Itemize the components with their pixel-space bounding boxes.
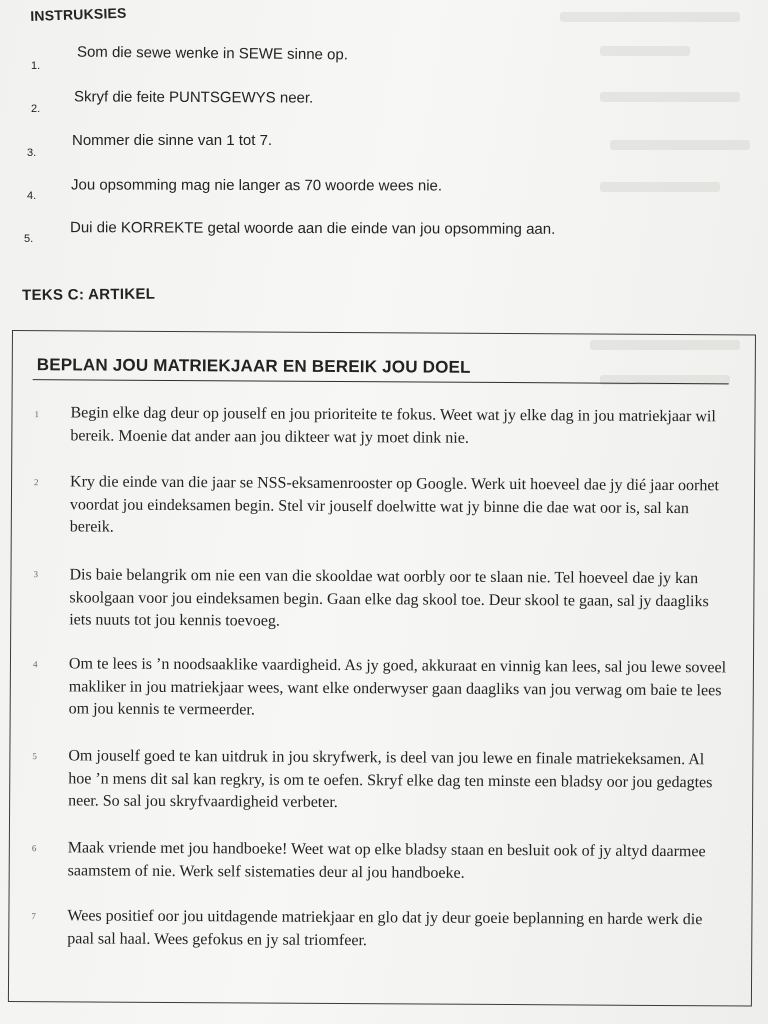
- title-underline: [33, 379, 729, 384]
- paragraph-number: 5: [32, 751, 37, 762]
- paragraph-number: 1: [34, 409, 40, 420]
- instruction-number: 5.: [24, 233, 34, 245]
- paragraph-text: Om jouself goed te kan uitdruk in jou skryfwerk, is deel van jou lewe en finale matriekeksamen. Al hoe ’n mens dit sal kan regkry, is om te oefen. Skryf elke dag ten minste een bladsy oor jou gedagtes neer. So sal jou skryfvaardigheid verbeter.: [68, 747, 713, 811]
- paragraph-number: 3: [33, 569, 39, 580]
- paragraph-number: 6: [31, 843, 37, 854]
- paragraph-text: Kry die einde van die jaar se NSS-eksamenrooster op Google. Werk uit hoeveel dae jy dié jaar oorhet voordat jou eindeksamen begin. Stel vir jouself doelwitte wat jy binne die dae wat oor is, sal kan bereik.: [69, 473, 719, 536]
- paragraph-text: Om te lees is ’n noodsaaklike vaardigheid. As jy goed, akkuraat en vinnig kan lees, sal jou lewe soveel makliker in jou matriekjaar wees, want elke onderwyser gaan daagliks van jou verwag om baie te lees om jou kennis te vermeerder.: [68, 655, 727, 719]
- section-label: TEKS C: ARTIKEL: [22, 285, 156, 304]
- instruction-text: Dui die KORREKTE getal woorde aan die einde van jou opsomming aan.: [69, 219, 556, 238]
- instruction-number: 1.: [31, 60, 41, 72]
- instruction-text: Nommer die sinne van 1 tot 7.: [72, 132, 273, 149]
- paragraph-text: Dis baie belangrik om nie een van die skooldae wat oorbly oor te slaan nie. Tel hoeveel dae jy kan skoolgaan voor jou eindeksamen begin. Gaan elke dag skool toe. Deur skool te gaan, sal jy daagliks iets nuuts tot jou kennis toevoeg.: [69, 566, 709, 630]
- paragraph-number: 2: [34, 477, 39, 488]
- instruction-text: Skryf die feite PUNTSGEWYS neer.: [73, 88, 314, 107]
- paragraph-text: Wees positief oor jou uitdagende matriekjaar en glo dat jy deur goeie beplanning en harde werk die paal sal haal. Wees gefokus en jy sal triomfeer.: [67, 907, 703, 949]
- instruction-number: 3.: [27, 147, 37, 159]
- paragraph-text: Begin elke dag deur op jouself en jou prioriteite te fokus. Weet wat jy elke dag in jou matriekjaar wil bereik. Moenie dat ander aan jou dikteer wat jy moet dink nie.: [70, 404, 716, 447]
- paragraph-text: Maak vriende met jou handboeke! Weet wat op elke bladsy staan en besluit ook of jy altyd daarmee saamstem of nie. Werk self sistematies deur al jou handboeke.: [67, 839, 706, 882]
- instruction-number: 2.: [31, 103, 41, 115]
- instruction-number: 4.: [27, 190, 37, 202]
- instruction-text: Jou opsomming mag nie langer as 70 woorde wees nie.: [70, 176, 443, 195]
- paragraph-number: 4: [32, 659, 38, 670]
- instructions-heading: INSTRUKSIES: [30, 4, 127, 24]
- article-box: [8, 330, 756, 1007]
- article-title: BEPLAN JOU MATRIEKJAAR EN BEREIK JOU DOEL: [36, 355, 471, 377]
- paragraph-number: 7: [31, 911, 36, 922]
- instruction-text: Som die sewe wenke in SEWE sinne op.: [76, 43, 349, 64]
